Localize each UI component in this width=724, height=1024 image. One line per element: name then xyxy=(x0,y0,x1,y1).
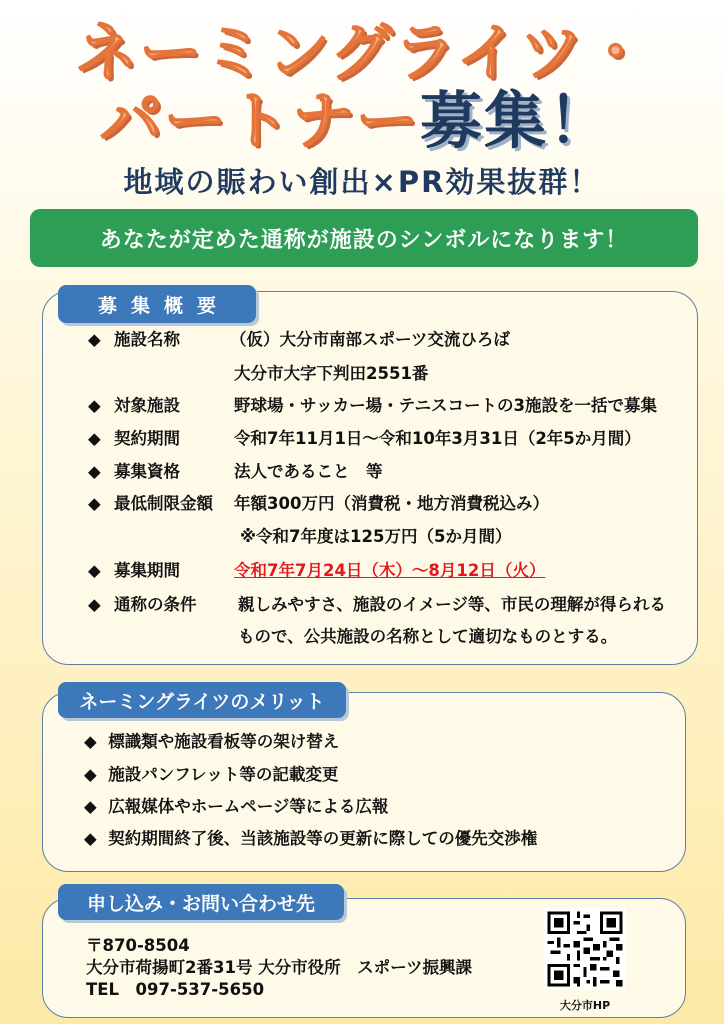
diamond-bullet-icon: ◆ xyxy=(84,732,97,751)
banner: あなたが定めた通称が施設のシンボルになります！ xyxy=(30,209,698,267)
row-value: （仮）大分市南部スポーツ交流ひろば xyxy=(230,330,510,349)
title-line-2 xyxy=(40,84,680,157)
row-value: 年額300万円（消費税・地方消費税込み） xyxy=(234,494,549,513)
diamond-bullet-icon: ◆ xyxy=(84,765,97,784)
row-label: 募集期間 xyxy=(114,561,180,580)
row-value: 野球場・サッカー場・テニスコートの3施設を一括で募集 xyxy=(234,396,657,415)
title-line-1: ネーミングライツ・ xyxy=(75,16,649,89)
diamond-bullet-icon: ◆ xyxy=(88,494,101,513)
row-label: 契約期間 xyxy=(114,429,180,448)
diamond-bullet-icon: ◆ xyxy=(88,595,101,614)
row-value: 大分市大字下判田2551番 xyxy=(234,364,429,383)
overview-heading: 募集概要 xyxy=(58,285,256,323)
merit-item xyxy=(84,734,339,751)
title-recruit: 募集！ xyxy=(420,84,613,157)
qr-code-icon[interactable] xyxy=(544,908,626,990)
diamond-bullet-icon: ◆ xyxy=(88,396,101,415)
row-label: 最低制限金額 xyxy=(114,494,213,513)
diamond-bullet-icon: ◆ xyxy=(88,429,101,448)
diamond-bullet-icon: ◆ xyxy=(88,462,101,481)
diamond-bullet-icon: ◆ xyxy=(88,330,101,349)
row-value: 法人であること 等 xyxy=(234,462,383,481)
merit-item xyxy=(84,831,537,848)
recruit-period-value: 令和7年7月24日（木）～8月12日（火） xyxy=(234,561,546,580)
merit-text: 標識類や施設看板等の架け替え xyxy=(108,732,340,751)
merit-item xyxy=(84,767,338,784)
row-label: 施設名称 xyxy=(114,330,180,349)
merit-text: 施設パンフレット等の記載変更 xyxy=(108,765,339,784)
merit-text: 広報媒体やホームページ等による広報 xyxy=(108,797,389,816)
postal-code: 〒870-8504 xyxy=(86,936,190,955)
diamond-bullet-icon: ◆ xyxy=(88,561,101,580)
telephone: TEL 097-537-5650 xyxy=(86,980,265,999)
qr-label: 大分市HP xyxy=(559,999,611,1012)
diamond-bullet-icon: ◆ xyxy=(84,829,97,848)
row-value: 令和7年11月1日～令和10年3月31日（2年5か月間） xyxy=(234,429,641,448)
row-label: 対象施設 xyxy=(114,396,180,415)
row-label: 募集資格 xyxy=(114,462,180,481)
row-label: 通称の条件 xyxy=(114,595,197,614)
diamond-bullet-icon: ◆ xyxy=(84,797,97,816)
contact-heading: 申し込み・お問い合わせ先 xyxy=(58,884,344,920)
merits-heading: ネーミングライツのメリット xyxy=(58,682,346,718)
row-value: もので、公共施設の名称として適切なものとする。 xyxy=(238,627,618,646)
address: 大分市荷揚町2番31号 大分市役所 スポーツ振興課 xyxy=(86,958,473,977)
merit-item xyxy=(84,799,388,816)
row-value: ※令和7年度は125万円（5か月間） xyxy=(240,527,512,546)
title-partner: パートナー xyxy=(100,84,421,157)
merit-text: 契約期間終了後、当該施設等の更新に際しての優先交渉権 xyxy=(108,829,538,848)
row-value: 親しみやすさ、施設のイメージ等、市民の理解が得られる xyxy=(238,595,666,614)
subtitle: 地域の賑わい創出×PR効果抜群！ xyxy=(123,165,601,199)
